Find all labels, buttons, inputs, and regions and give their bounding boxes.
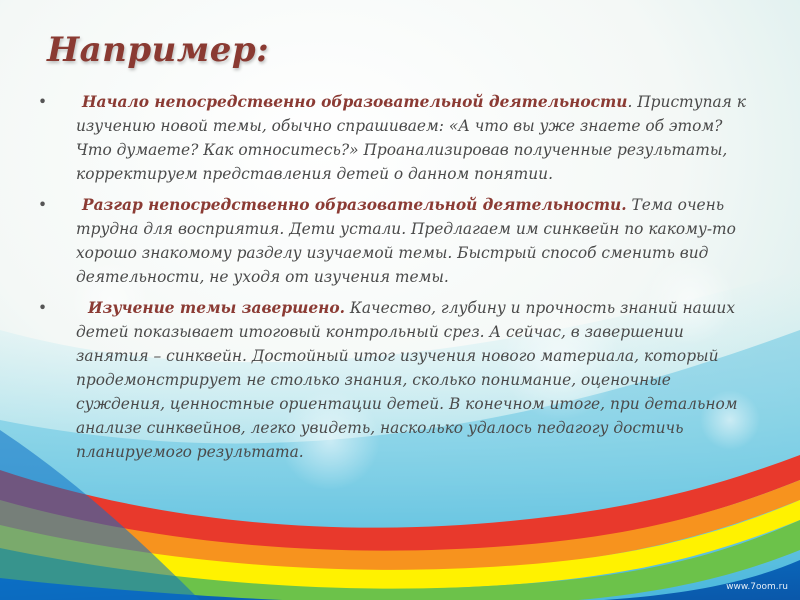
list-item: [38, 296, 753, 464]
item-text: . Приступая к изучению новой темы, обычно спрашиваем: «А что вы уже знаете об этом? Что думаете? Как относитесь?» Проанализировав полученные результаты, корректируем представления детей о данном понятии.: [76, 93, 746, 183]
content-list: [38, 90, 753, 471]
list-item: [38, 90, 753, 186]
bullet-icon: •: [38, 299, 48, 317]
list-item: [38, 193, 753, 289]
bullet-icon: •: [38, 93, 48, 111]
bullet-icon: •: [38, 196, 48, 214]
item-heading: Начало непосредственно образовательной деятельности: [82, 93, 628, 111]
item-heading: Разгар непосредственно образовательной деятельности.: [82, 196, 627, 214]
watermark: www.7oom.ru: [726, 582, 788, 592]
item-heading: Изучение темы завершено.: [88, 299, 346, 317]
item-text: Тема очень трудна для восприятия. Дети устали. Предлагаем им синквейн по какому-то хорошо знакомому разделу изучаемой темы. Быстрый способ сменить вид деятельности, не уходя от изучения темы.: [76, 196, 736, 286]
item-text: Качество, глубину и прочность знаний наших детей показывает итоговый контрольный срез. А сейчас, в завершении занятия – синквейн. Достойный итог изучения нового материала, который продемонстрирует не столько знания, сколько понимание, оценочные суждения, ценностные ориентации детей. В конечном итоге, при детальном анализе синквейнов, легко увидеть, насколько удалось педагогу достичь планируемого результата.: [76, 299, 738, 461]
page-title: Например:: [47, 30, 270, 70]
